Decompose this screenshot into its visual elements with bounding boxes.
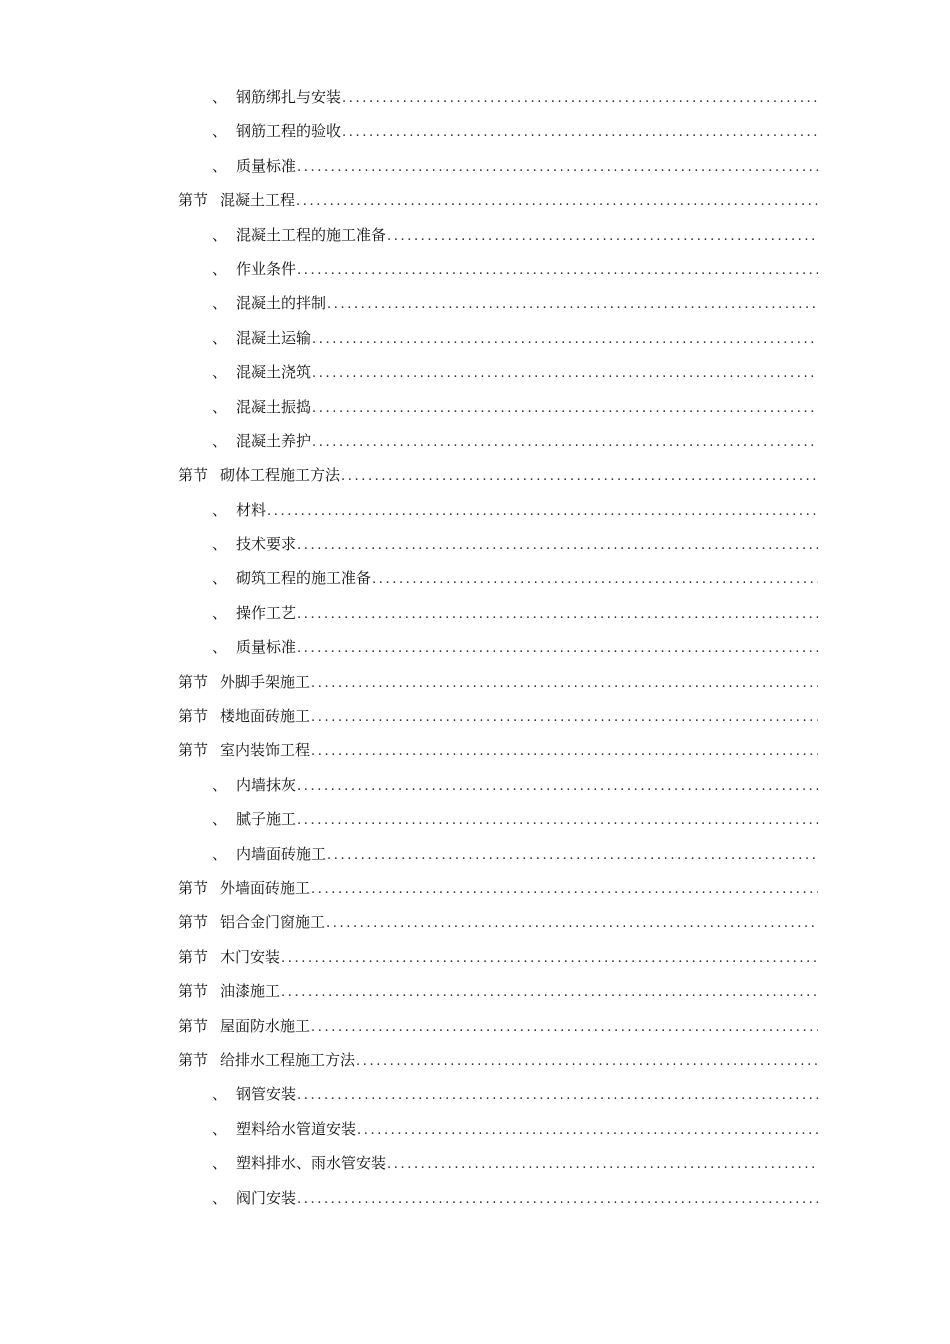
section-number: 第节 bbox=[178, 672, 209, 691]
toc-entry-title: 技术要求 bbox=[236, 535, 297, 554]
toc-section-entry[interactable] bbox=[178, 183, 818, 217]
list-marker: 、 bbox=[212, 535, 228, 554]
dot-leader bbox=[327, 839, 818, 873]
list-marker: 、 bbox=[212, 259, 228, 278]
list-marker: 、 bbox=[212, 1154, 228, 1173]
list-marker: 、 bbox=[212, 225, 228, 244]
dot-leader bbox=[311, 667, 818, 701]
list-marker: 、 bbox=[212, 122, 228, 141]
toc-section-entry[interactable] bbox=[178, 733, 818, 767]
dot-leader bbox=[281, 942, 818, 976]
section-number: 第节 bbox=[178, 741, 209, 760]
dot-leader bbox=[297, 1079, 818, 1113]
toc-entry-title: 阀门安装 bbox=[236, 1188, 297, 1207]
toc-subsection-entry[interactable] bbox=[178, 802, 818, 836]
toc-subsection-entry[interactable] bbox=[178, 527, 818, 561]
list-marker: 、 bbox=[212, 328, 228, 347]
toc-entry-title: 油漆施工 bbox=[220, 982, 281, 1001]
toc-section-entry[interactable] bbox=[178, 458, 818, 492]
toc-section-entry[interactable] bbox=[178, 665, 818, 699]
section-number: 第节 bbox=[178, 1016, 209, 1035]
toc-entry-title: 木门安装 bbox=[220, 947, 281, 966]
section-number: 第节 bbox=[178, 466, 209, 485]
toc-entry-title: 混凝土工程 bbox=[220, 191, 296, 210]
toc-entry-title: 楼地面砖施工 bbox=[220, 707, 311, 726]
toc-subsection-entry[interactable] bbox=[178, 149, 818, 183]
toc-subsection-entry[interactable] bbox=[178, 321, 818, 355]
toc-entry-title: 塑料排水、雨水管安装 bbox=[236, 1154, 387, 1173]
toc-entry-title: 腻子施工 bbox=[236, 810, 297, 829]
toc-entry-title: 混凝土养护 bbox=[236, 431, 312, 450]
toc-entry-title: 砌体工程施工方法 bbox=[220, 466, 341, 485]
list-marker: 、 bbox=[212, 363, 228, 382]
section-number: 第节 bbox=[178, 947, 209, 966]
toc-entry-title: 混凝土工程的施工准备 bbox=[236, 225, 387, 244]
dot-leader bbox=[297, 151, 818, 185]
dot-leader bbox=[342, 82, 818, 116]
list-marker: 、 bbox=[212, 844, 228, 863]
toc-subsection-entry[interactable] bbox=[178, 80, 818, 114]
table-of-contents bbox=[178, 80, 818, 1215]
list-marker: 、 bbox=[212, 810, 228, 829]
section-number: 第节 bbox=[178, 707, 209, 726]
toc-subsection-entry[interactable] bbox=[178, 596, 818, 630]
toc-subsection-entry[interactable] bbox=[178, 218, 818, 252]
dot-leader bbox=[372, 563, 818, 597]
dot-leader bbox=[311, 701, 818, 735]
section-number: 第节 bbox=[178, 1050, 209, 1069]
toc-subsection-entry[interactable] bbox=[178, 837, 818, 871]
list-marker: 、 bbox=[212, 603, 228, 622]
list-marker: 、 bbox=[212, 1119, 228, 1138]
toc-subsection-entry[interactable] bbox=[178, 1112, 818, 1146]
list-marker: 、 bbox=[212, 294, 228, 313]
dot-leader bbox=[311, 735, 818, 769]
toc-entry-title: 质量标准 bbox=[236, 638, 297, 657]
dot-leader bbox=[312, 323, 818, 357]
toc-subsection-entry[interactable] bbox=[178, 355, 818, 389]
toc-section-entry[interactable] bbox=[178, 1043, 818, 1077]
dot-leader bbox=[312, 426, 818, 460]
dot-leader bbox=[297, 1183, 818, 1217]
toc-entry-title: 内墙面砖施工 bbox=[236, 844, 327, 863]
toc-section-entry[interactable] bbox=[178, 905, 818, 939]
dot-leader bbox=[311, 1011, 818, 1045]
toc-entry-title: 作业条件 bbox=[236, 259, 297, 278]
toc-entry-title: 钢筋工程的验收 bbox=[236, 122, 342, 141]
toc-entry-title: 外脚手架施工 bbox=[220, 672, 311, 691]
dot-leader bbox=[312, 357, 818, 391]
toc-entry-title: 钢筋绑扎与安装 bbox=[236, 88, 342, 106]
toc-section-entry[interactable] bbox=[178, 699, 818, 733]
section-number: 第节 bbox=[178, 913, 209, 932]
dot-leader bbox=[312, 392, 818, 426]
list-marker: 、 bbox=[212, 638, 228, 657]
list-marker: 、 bbox=[212, 431, 228, 450]
dot-leader bbox=[387, 1148, 818, 1182]
toc-entry-title: 混凝土振捣 bbox=[236, 397, 312, 416]
dot-leader bbox=[267, 495, 818, 529]
dot-leader bbox=[326, 907, 818, 941]
list-marker: 、 bbox=[212, 1188, 228, 1207]
dot-leader bbox=[357, 1114, 818, 1148]
dot-leader bbox=[387, 220, 818, 254]
list-marker: 、 bbox=[212, 569, 228, 588]
toc-section-entry[interactable] bbox=[178, 1009, 818, 1043]
dot-leader bbox=[297, 529, 818, 563]
toc-subsection-entry[interactable] bbox=[178, 768, 818, 802]
dot-leader bbox=[297, 632, 818, 666]
toc-entry-title: 砌筑工程的施工准备 bbox=[236, 569, 372, 588]
dot-leader bbox=[281, 976, 818, 1010]
dot-leader bbox=[342, 116, 818, 150]
toc-section-entry[interactable] bbox=[178, 974, 818, 1008]
toc-entry-title: 混凝土浇筑 bbox=[236, 363, 312, 382]
list-marker: 、 bbox=[212, 156, 228, 175]
section-number: 第节 bbox=[178, 982, 209, 1001]
toc-entry-title: 室内装饰工程 bbox=[220, 741, 311, 760]
dot-leader bbox=[327, 288, 818, 322]
dot-leader bbox=[297, 598, 818, 632]
list-marker: 、 bbox=[212, 1085, 228, 1104]
toc-subsection-entry[interactable] bbox=[178, 390, 818, 424]
toc-entry-title: 操作工艺 bbox=[236, 603, 297, 622]
toc-subsection-entry[interactable] bbox=[178, 252, 818, 286]
toc-entry-title: 外墙面砖施工 bbox=[220, 878, 311, 897]
toc-entry-title: 给排水工程施工方法 bbox=[220, 1050, 356, 1069]
toc-subsection-entry[interactable] bbox=[178, 424, 818, 458]
section-number: 第节 bbox=[178, 878, 209, 897]
list-marker: 、 bbox=[212, 500, 228, 519]
toc-entry-title: 内墙抹灰 bbox=[236, 775, 297, 794]
toc-subsection-entry[interactable] bbox=[178, 630, 818, 664]
list-marker: 、 bbox=[212, 775, 228, 794]
toc-entry-title: 屋面防水施工 bbox=[220, 1016, 311, 1035]
toc-entry-title: 材料 bbox=[236, 500, 267, 519]
dot-leader bbox=[341, 460, 818, 494]
dot-leader bbox=[296, 185, 818, 219]
toc-section-entry[interactable] bbox=[178, 871, 818, 905]
list-marker: 、 bbox=[212, 88, 228, 106]
section-number: 第节 bbox=[178, 191, 209, 210]
dot-leader bbox=[297, 770, 818, 804]
toc-subsection-entry[interactable] bbox=[178, 1077, 818, 1111]
toc-subsection-entry[interactable] bbox=[178, 114, 818, 148]
toc-subsection-entry[interactable] bbox=[178, 286, 818, 320]
toc-section-entry[interactable] bbox=[178, 940, 818, 974]
dot-leader bbox=[311, 873, 818, 907]
toc-subsection-entry[interactable] bbox=[178, 1181, 818, 1215]
dot-leader bbox=[297, 254, 818, 288]
toc-entry-title: 铝合金门窗施工 bbox=[220, 913, 326, 932]
dot-leader bbox=[356, 1045, 818, 1079]
toc-entry-title: 塑料给水管道安装 bbox=[236, 1119, 357, 1138]
toc-subsection-entry[interactable] bbox=[178, 493, 818, 527]
toc-entry-title: 混凝土运输 bbox=[236, 328, 312, 347]
dot-leader bbox=[297, 804, 818, 838]
list-marker: 、 bbox=[212, 397, 228, 416]
toc-subsection-entry[interactable] bbox=[178, 561, 818, 595]
toc-entry-title: 钢管安装 bbox=[236, 1085, 297, 1104]
toc-entry-title: 混凝土的拌制 bbox=[236, 294, 327, 313]
toc-entry-title: 质量标准 bbox=[236, 156, 297, 175]
toc-subsection-entry[interactable] bbox=[178, 1146, 818, 1180]
